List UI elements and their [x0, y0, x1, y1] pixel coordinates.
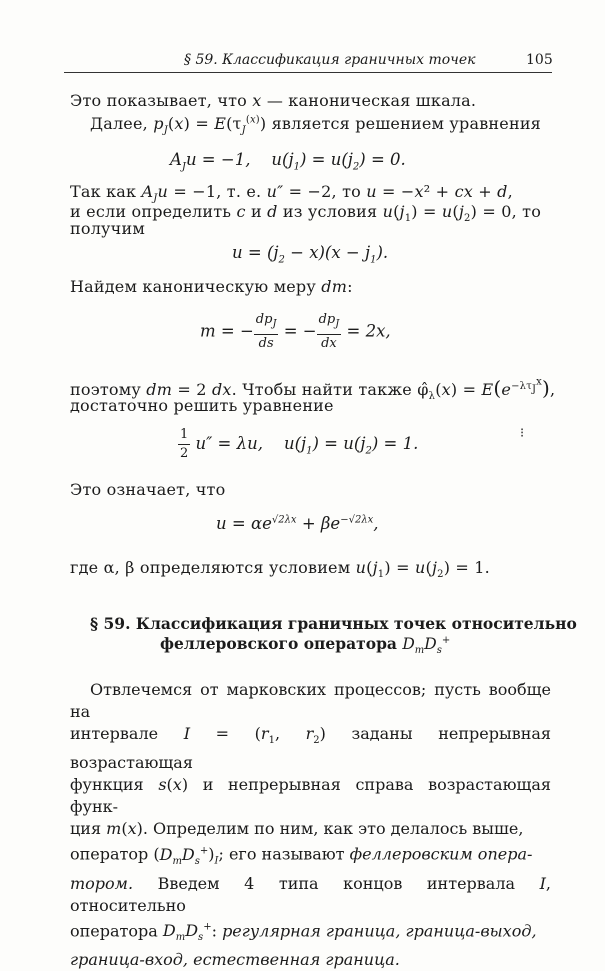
equation-2: $u = (j_2 - x)(x - j_1)$.	[232, 243, 389, 266]
equation-3: m = − $\frac{dp_J}{ds}$ = − $\frac{dp_J}{dx}$ = 2x,	[200, 312, 391, 351]
text-line-7: поэтому dm = 2 dx. Чтобы найти также $\varphî_\lambda(x) = E(e^{-\lambda\tau_J^x})$,	[70, 376, 556, 403]
text-line-4: и если определить c и d из условия $u(j_1) = u(j_2) = 0$, то	[70, 202, 542, 225]
text-line-8: достаточно решить уравнение	[70, 396, 334, 415]
body-paragraph: Отвлечемся от марковских процессов; пусть вообще на интервале $I = (r_1$, $r_2$) заданы непрерывная возрастающая функция s(x) и непрерывная справа возрастающая функ- ция m(x). Определим по ним, как это делалось выше, оператор $(D_mD_s^+)_I$; его называют феллеровским опера- тором. Введем 4 типа концов интервала I, относительно оператора $D_mD_s^+$: регулярная граница, граница-выход, граница-вход, естественная граница.	[70, 680, 552, 970]
text-line-5: получим	[70, 219, 145, 238]
text-line-2: Далее, $p_J(x) = E(\tau_J^{(x)})$ является решением уравнения	[90, 114, 541, 137]
text-line-6: Найдем каноническую меру dm:	[70, 277, 353, 296]
text-line-9: Это означает, что	[70, 480, 226, 499]
text-line-1: Это показывает, что x — каноническая шкала.	[70, 91, 477, 110]
header-rule	[64, 72, 552, 73]
running-header: § 59. Классификация граничных точек	[184, 52, 476, 68]
section-heading-line-1: § 59. Классификация граничных точек относительно	[90, 614, 577, 633]
page-number: 105	[526, 52, 553, 68]
text-line-3: Так как $A_Ju = -1$, т. е. u″ = −2, то u = −x² + cx + d,	[70, 182, 513, 205]
section-heading-line-2: феллеровского оператора $D_mD_s^+$	[160, 634, 451, 657]
margin-mark: ⁝	[520, 426, 525, 441]
equation-5: $u = \alpha e^{√2\lambda x} + \beta e^{-√2\lambda x}$,	[216, 514, 379, 533]
equation-1: $A_Ju = -1$, $u(j_1) = u(j_2) = 0$.	[170, 150, 406, 173]
text-line-10: где α, β определяются условием $u(j_1) = u(j_2) = 1$.	[70, 558, 490, 581]
equation-4: $\frac{1}{2}$ u″ = λu, $u(j_1) = u(j_2) = 1$.	[180, 427, 419, 461]
